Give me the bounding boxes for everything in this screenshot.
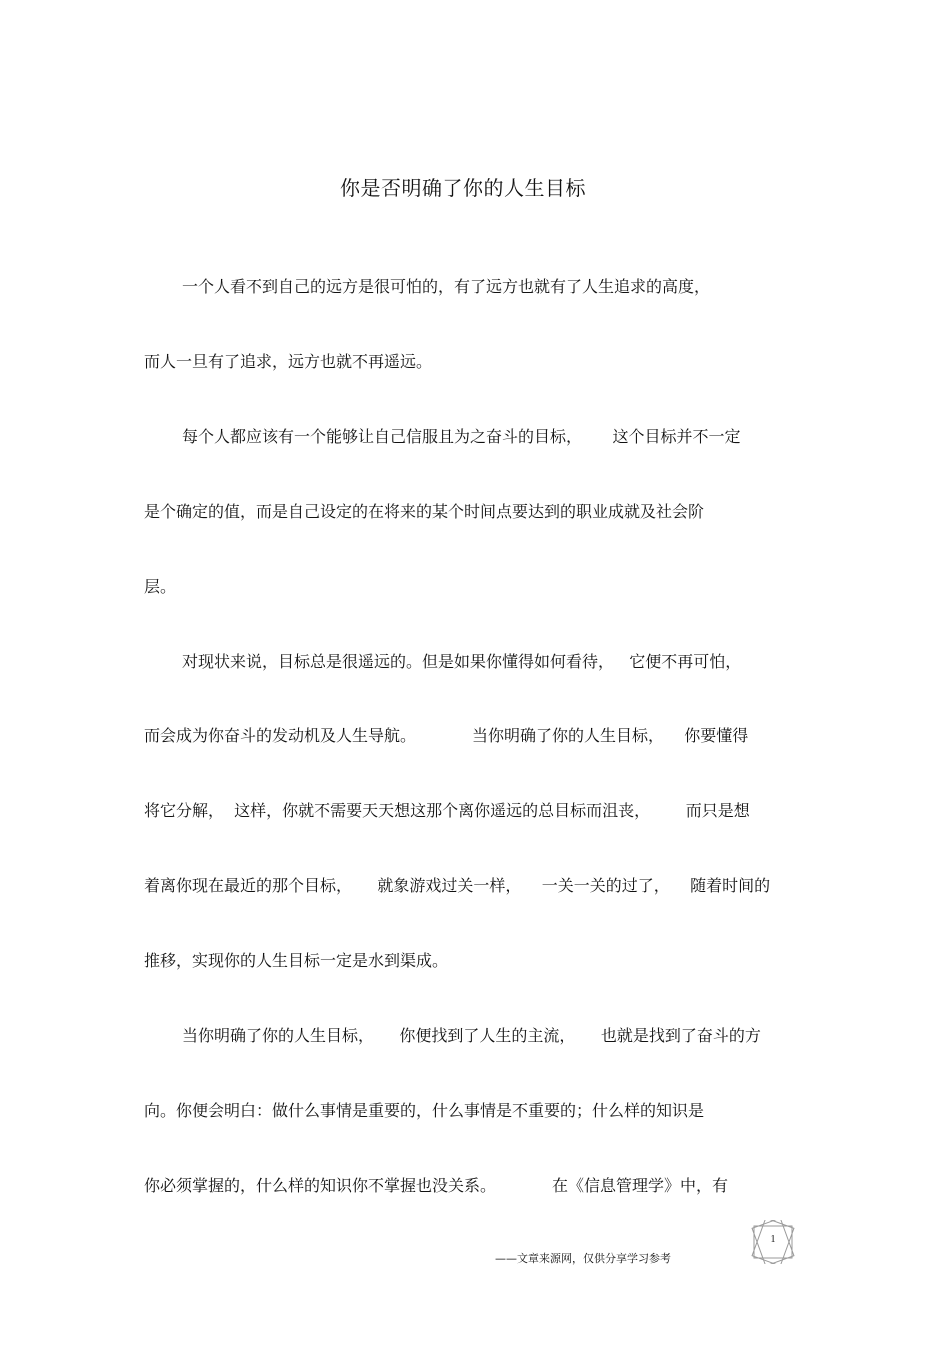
source-note: ——文章来源网，仅供分享学习参考 xyxy=(495,1252,671,1265)
paragraph-3-line-1: 对现状来说，目标总是很遥远的。但是如果你懂得如何看待， 它便不再可怕， xyxy=(182,652,742,671)
page-number: 1 xyxy=(770,1234,776,1245)
paragraph-3-line-3: 将它分解， 这样，你就不需要天天想这那个离你遥远的总目标而沮丧， 而只是想 xyxy=(144,801,750,820)
paragraph-3-line-4: 着离你现在最近的那个目标， 就象游戏过关一样， 一关一关的过了， 随着时间的 xyxy=(144,876,771,895)
paragraph-4-line-3: 你必须掌握的，什么样的知识你不掌握也没关系。 在《信息管理学》中，有 xyxy=(144,1176,728,1195)
paragraph-3-line-2: 而会成为你奋斗的发动机及人生导航。 当你明确了你的人生目标， 你要懂得 xyxy=(144,726,749,745)
paragraph-2-line-1: 每个人都应该有一个能够让自己信服且为之奋斗的目标， 这个目标并不一定 xyxy=(182,427,741,446)
document-title: 你是否明确了你的人生目标 xyxy=(340,176,586,200)
paragraph-1-line-2: 而人一旦有了追求，远方也就不再遥远。 xyxy=(144,352,433,371)
paragraph-1-line-1: 一个人看不到自己的远方是很可怕的，有了远方也就有了人生追求的高度， xyxy=(182,277,711,296)
page-number-badge xyxy=(748,1220,798,1264)
paragraph-2-line-3: 层。 xyxy=(144,577,177,596)
paragraph-4-line-1: 当你明确了你的人生目标， 你便找到了人生的主流， 也就是找到了奋斗的方 xyxy=(182,1026,761,1045)
paragraph-2-line-2: 是个确定的值，而是自己设定的在将来的某个时间点要达到的职业成就及社会阶 xyxy=(144,502,705,521)
paragraph-4-line-2: 向。你便会明白：做什么事情是重要的，什么事情是不重要的；什么样的知识是 xyxy=(144,1101,705,1120)
paragraph-3-line-5: 推移，实现你的人生目标一定是水到渠成。 xyxy=(144,951,449,970)
